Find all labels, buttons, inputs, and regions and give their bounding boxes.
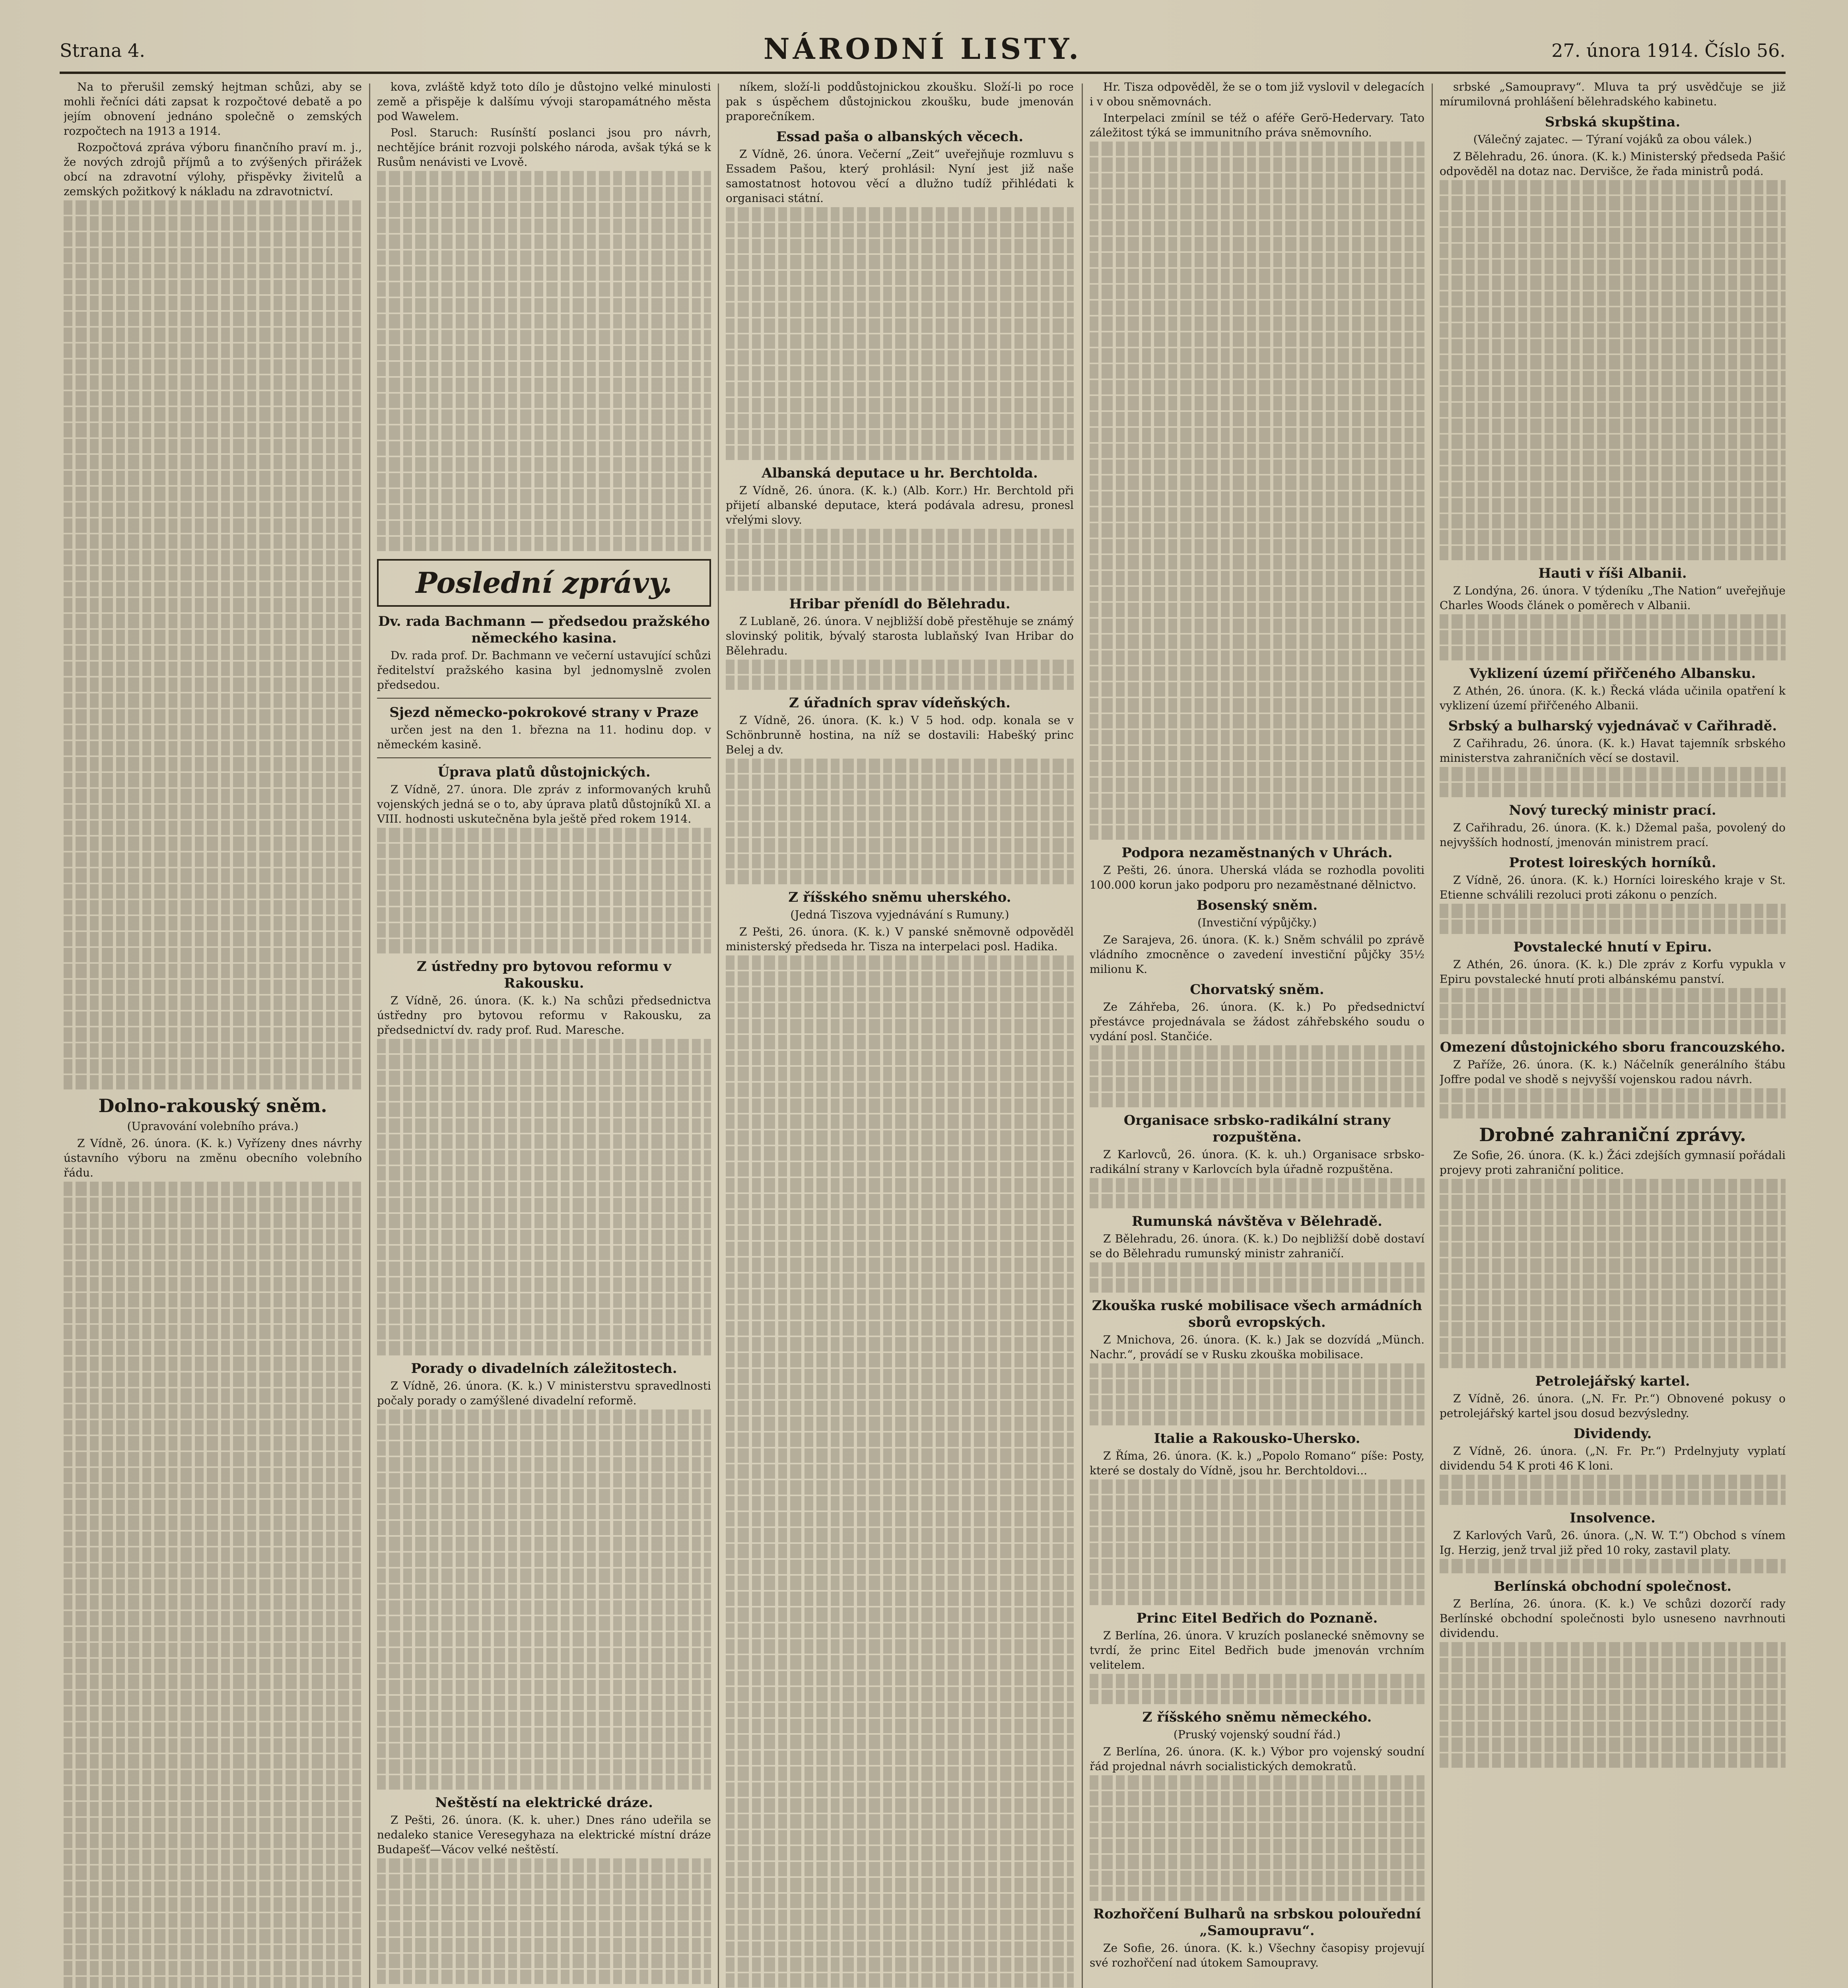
- article-text: Z Vídně, 26. února. (K. k.) Vyřízeny dnes návrhy ústavního výboru na změnu obecního volebního řádu.: [64, 1137, 362, 1179]
- column-divider: [369, 83, 370, 1988]
- subheadline: (Pruský vojenský soudní řád.): [1173, 1728, 1341, 1741]
- headline: Srbská skupština.: [1545, 114, 1681, 130]
- headline: Srbský a bulharský vyjednávač v Cařihradě.: [1448, 718, 1777, 734]
- headline: Z ústředny pro bytovou reformu v Rakousku.: [416, 959, 671, 991]
- headline: Organisace srbsko-radikální strany rozpuštěna.: [1123, 1112, 1391, 1145]
- date-issue: 27. února 1914. Číslo 56.: [1551, 40, 1786, 61]
- subheadline: (Jedná Tiszova vyjednávání s Rumuny.): [790, 908, 1009, 921]
- article-text: Rozpočtová zpráva výboru finančního praví m. j., že nových zdrojů příjmů a to zvýšených přirážek obcí na zdravotní výlohy, přispěvky živitelů a zemských požitkový k nákladu na zdravotnictví.: [64, 141, 362, 198]
- section-title: Poslední zprávy.: [416, 566, 672, 600]
- headline: Hribar přenídl do Bělehradu.: [789, 596, 1010, 612]
- article-text: kova, zvláště když toto dílo je důstojno velké minulosti země a přispěje k dalšímu vývoji staropamátného města pod Wawelem.: [377, 80, 711, 123]
- article-text: Z Londýna, 26. února. V týdeníku „The Nation“ uveřejňuje Charles Woods článek o poměrech v Albanii.: [1440, 584, 1786, 612]
- article-text: Z Bělehradu, 26. února. (K. k.) Ministerský předseda Pašić odpověděl na dotaz nac. Dervišce, že řada ministrů podá.: [1440, 150, 1786, 178]
- article-text: Z Athén, 26. února. (K. k.) Dle zpráv z Korfu vypukla v Epiru povstalecké hnutí proti albánskému panství.: [1440, 958, 1786, 986]
- article-text: Z Vídně, 26. února. (K. k.) (Alb. Korr.) Hr. Berchtold při přijetí albanské deputace, která podávala adresu, pronesl vřelými slovy.: [726, 484, 1074, 526]
- column-divider: [718, 83, 719, 1988]
- headline: Porady o divadelních záležitostech.: [411, 1361, 677, 1376]
- article-text: Ze Sofie, 26. února. (K. k.) Žáci zdejších gymnasií pořádali projevy proti zahraniční politice.: [1440, 1149, 1786, 1176]
- article-text: Z Pešti, 26. února. (K. k. uher.) Dnes ráno udeřila se nedaleko stanice Veresegyhaza na elektrické místní dráze Budapešť—Vácov velké neštěstí.: [377, 1813, 711, 1856]
- column-3: [726, 80, 1074, 1988]
- article-text: Z Vídně, 26. února. („N. Fr. Pr.“) Prdelnyjuty vyplatí dividendu 54 K proti 46 K loni.: [1440, 1444, 1786, 1472]
- headline: Z úřadních sprav vídeňských.: [789, 695, 1010, 711]
- column-divider: [1082, 83, 1083, 1988]
- article-text: Z Karlových Varů, 26. února. („N. W. T.“) Obchod s vínem Ig. Herzig, jenž trval již před 10 roky, zastavil platy.: [1440, 1529, 1786, 1557]
- headline: Rozhořčení Bulharů na srbskou polouřední „Samoupravu“.: [1093, 1906, 1421, 1939]
- column-1: [64, 80, 362, 1988]
- article-text: Na to přerušil zemský hejtman schůzi, aby se mohli řečníci dáti zapsat k rozpočtové debatě a po jejím obnovení jednáno společně o zemských rozpočtech na 1913 a 1914.: [64, 80, 362, 138]
- article-text: níkem, složí-li poddůstojnickou zkoušku. Složí-li po roce pak s úspěchem důstojnickou zkoušku, bude jmenován praporečníkem.: [726, 80, 1074, 123]
- newspaper-title: NÁRODNÍ LISTY.: [763, 32, 1082, 66]
- article-text: Z Bělehradu, 26. února. (K. k.) Do nejbližší době dostaví se do Bělehradu rumunský ministr zahraničí.: [1090, 1232, 1424, 1260]
- headline: Protest loireských horníků.: [1509, 855, 1716, 871]
- article-text: Z Vídně, 26. února. (K. k.) Horníci loireského kraje v St. Etienne schválili rezoluci proti zákonu o penzích.: [1440, 874, 1786, 901]
- headline: Essad paša o albanských věcech.: [776, 129, 1024, 145]
- article-text: Z Vídně, 27. února. Dle zpráv z informovaných kruhů vojenských jedná se o to, aby úprava platů důstojníků XI. a VIII. hodnosti uskutečněna byla ještě před rokem 1914.: [377, 783, 711, 825]
- headline: Bosenský sněm.: [1196, 897, 1318, 913]
- masthead: [60, 24, 1786, 74]
- subheadline: (Investiční výpůjčky.): [1197, 916, 1317, 929]
- article-text: Z Cařihradu, 26. února. (K. k.) Džemal paša, povolený do nejvyšších hodností, jmenován ministrem prací.: [1440, 821, 1786, 849]
- article-text: Z Lublaně, 26. února. V nejbližší době přestěhuje se známý slovinský politik, bývalý starosta lublaňský Ivan Hribar do Bělehradu.: [726, 615, 1074, 657]
- article-text: Z Berlína, 26. února. (K. k.) Ve schůzi dozorčí rady Berlínské obchodní společnosti bylo usneseno navrhnouti dividendu.: [1440, 1597, 1786, 1640]
- headline: Rumunská návštěva v Bělehradě.: [1132, 1213, 1382, 1229]
- headline: Chorvatský sněm.: [1190, 982, 1324, 998]
- headline: Nový turecký ministr prací.: [1509, 802, 1716, 818]
- headline: Neštěstí na elektrické dráze.: [435, 1795, 653, 1811]
- article-text: srbské „Samoupravy“. Mluva ta prý usvědčuje se již mírumilovná prohlášení bělehradského kabinetu.: [1440, 80, 1786, 108]
- page-label: Strana 4.: [60, 40, 145, 61]
- article-text: Posl. Staruch: Rusínští poslanci jsou pro návrh, nechtějíce bránit rozvoji polského národa, avšak týká se k Rusům nenávisti ve Lvově.: [377, 126, 711, 169]
- article-text: Z Cařihradu, 26. února. (K. k.) Havat tajemník srbského ministerstva zahraničních věcí se dostavil.: [1440, 737, 1786, 765]
- headline: Úprava platů důstojnických.: [437, 764, 651, 780]
- headline: Dividendy.: [1573, 1426, 1652, 1442]
- headline: Sjezd německo-pokrokové strany v Praze: [389, 705, 699, 720]
- column-5: [1440, 80, 1786, 1988]
- headline: Petrolejářský kartel.: [1535, 1373, 1690, 1389]
- headline: Zkouška ruské mobilisace všech armádních sborů evropských.: [1092, 1298, 1422, 1330]
- headline: Hauti v říši Albanii.: [1538, 565, 1687, 581]
- article-text: Z Athén, 26. února. (K. k.) Řecká vláda učinila opatření k vyklizení území přiřčeného Albanii.: [1440, 684, 1786, 712]
- article-text: Interpelaci zmínil se též o aféře Gerö-Hedervary. Tato záležitost týká se immunitního práva sněmovního.: [1090, 111, 1424, 139]
- subheadline: (Upravování volebního práva.): [127, 1120, 299, 1133]
- subheadline: (Válečný zajatec. — Týraní vojáků za obou válek.): [1473, 133, 1752, 146]
- article-text: Z Pešti, 26. února. (K. k.) V panské sněmovně odpověděl ministerský předseda hr. Tisza na interpelaci posl. Hadika.: [726, 925, 1074, 953]
- article-text: Z Pešti, 26. února. Uherská vláda se rozhodla povoliti 100.000 korun jako podporu pro nezaměstnané dělnictvo.: [1090, 864, 1424, 891]
- column-4: [1090, 80, 1424, 1988]
- article-text: Z Mnichova, 26. února. (K. k.) Jak se dozvídá „Münch. Nachr.“, provádí se v Rusku zkouška mobilisace.: [1090, 1333, 1424, 1361]
- headline: Princ Eitel Bedřich do Poznaně.: [1136, 1610, 1378, 1626]
- latest-news-header: [377, 559, 711, 607]
- article-text: Z Berlína, 26. února. V kruzích poslanecké sněmovny se tvrdí, že princ Eitel Bedřich bude jmenován vrchním velitelem.: [1090, 1629, 1424, 1672]
- article-text: Hr. Tisza odpověděl, že se o tom již vyslovil v delegacích i v obou sněmovnách.: [1090, 80, 1424, 108]
- column-2: [377, 80, 711, 1988]
- article-text: Z Paříže, 26. února. (K. k.) Náčelník generálního štábu Joffre podal ve shodě s nejvyšší vojenskou radou návrh.: [1440, 1058, 1786, 1086]
- article-text: Ze Záhřeba, 26. února. (K. k.) Po předsednictví přestávce projednávala se žádost záhřebského soudu o vydání posl. Stančiće.: [1090, 1000, 1424, 1043]
- article-text: určen jest na den 1. března na 11. hodinu dop. v německém kasině.: [377, 723, 711, 751]
- headline: Drobné zahraniční zprávy.: [1479, 1124, 1746, 1145]
- headline: Omezení důstojnického sboru francouzského.: [1440, 1039, 1786, 1055]
- article-text: Z Vídně, 26. února. (K. k.) Na schůzi předsednictva ústředny pro bytovou reformu v Rakousku, za předsednictví dv. rady prof. Rud. Maresche.: [377, 994, 711, 1037]
- headline: Berlínská obchodní společnost.: [1493, 1578, 1732, 1594]
- article-text: Z Vídně, 26. února. (K. k.) V ministerstvu spravedlnosti počaly porady o zamýšlené divadelní reformě.: [377, 1379, 711, 1407]
- headline: Vyklizení území přiřčeného Albansku.: [1469, 666, 1756, 681]
- article-text: Ze Sofie, 26. února. (K. k.) Všechny časopisy projevují své rozhořčení nad útokem Samoupravy.: [1090, 1941, 1424, 1969]
- headline: Z říšského sněmu německého.: [1142, 1709, 1372, 1725]
- article-text: Z Vídně, 26. února. („N. Fr. Pr.“) Obnovené pokusy o petrolejářský kartel jsou dosud bezvýsledny.: [1440, 1392, 1786, 1420]
- headline: Albanská deputace u hr. Berchtolda.: [762, 465, 1038, 481]
- headline: Dolno-rakouský sněm.: [98, 1095, 327, 1116]
- headline: Povstalecké hnutí v Epiru.: [1513, 939, 1712, 955]
- article-text: Z Berlína, 26. února. (K. k.) Výbor pro vojenský soudní řád projednal návrh socialistických demokratů.: [1090, 1745, 1424, 1773]
- article-text: Z Vídně, 26. února. (K. k.) V 5 hod. odp. konala se v Schönbrunně hostina, na níž se dostavili: Habešký princ Belej a dv.: [726, 714, 1074, 756]
- headline: Dv. rada Bachmann — předsedou pražského německého kasina.: [378, 613, 710, 646]
- article-text: Ze Sarajeva, 26. února. (K. k.) Sněm schválil po zprávě vládního zmocněnce o zavedení investiční půjčky 35½ milionu K.: [1090, 933, 1424, 976]
- headline: Insolvence.: [1570, 1510, 1656, 1526]
- article-text: Z Vídně, 26. února. Večerní „Zeit“ uveřejňuje rozmluvu s Essadem Pašou, který prohlásil: Nyní jest již naše samostatnost hotovou věcí a dlužno tudíž přihlédati k organisaci státní.: [726, 148, 1074, 205]
- article-text: Dv. rada prof. Dr. Bachmann ve večerní ustavující schůzi ředitelství pražského kasina byl jednomyslně zvolen předsedou.: [377, 649, 711, 691]
- article-text: Z Říma, 26. února. (K. k.) „Popolo Romano“ píše: Posty, které se dostaly do Vídně, jsou hr. Berchtoldovi...: [1090, 1449, 1424, 1477]
- headline: Italie a Rakousko-Uhersko.: [1154, 1431, 1360, 1446]
- headline: Podpora nezaměstnaných v Uhrách.: [1121, 845, 1393, 861]
- article-text: Z Karlovců, 26. února. (K. k. uh.) Organisace srbsko-radikální strany v Karlovcích byla úřadně rozpuštěna.: [1090, 1148, 1424, 1176]
- headline: Z říšského sněmu uherského.: [788, 889, 1011, 905]
- column-divider: [1432, 83, 1433, 1988]
